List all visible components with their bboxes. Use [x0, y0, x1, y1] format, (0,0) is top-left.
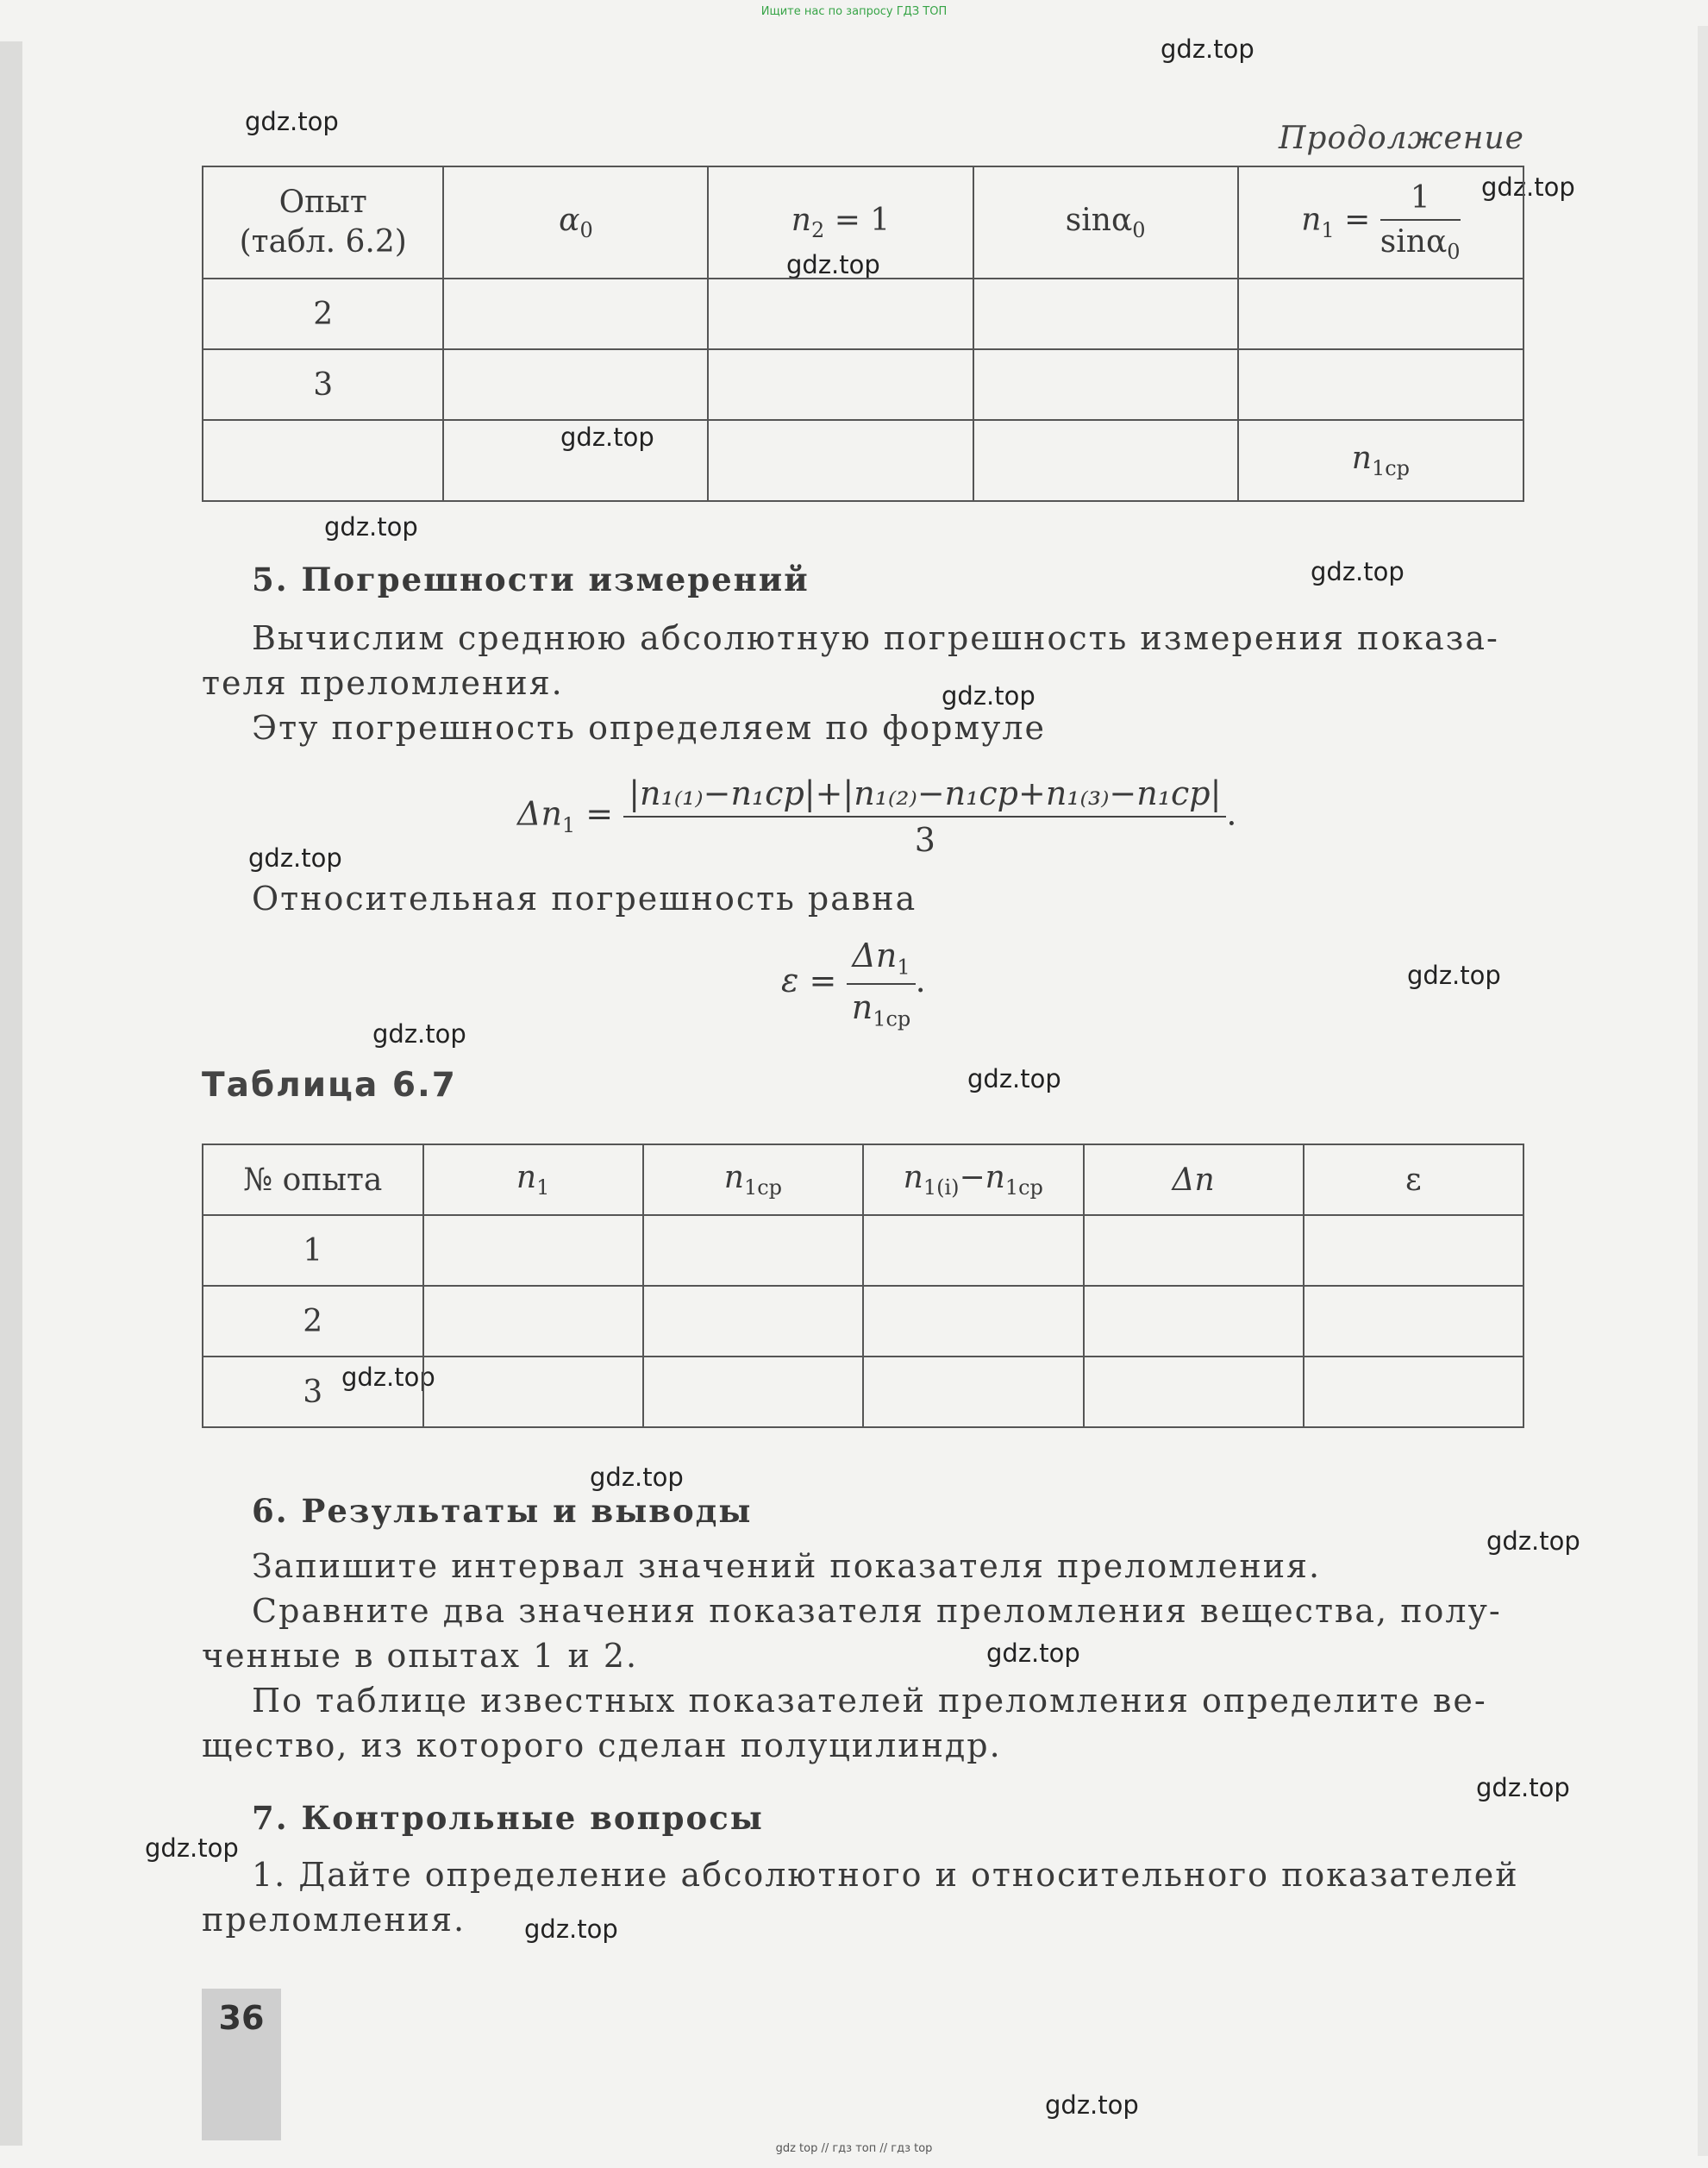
watermark: gdz.top	[1407, 961, 1501, 990]
paragraph: Относительная погрешность равна	[252, 880, 917, 918]
header-n1-formula: $n_1$ = $\frac{1}{\sin\alpha_0}$	[1238, 166, 1523, 279]
paragraph: Вычислим среднюю абсолютную погрешность измерения показа-	[252, 619, 1499, 657]
table-cell	[863, 1286, 1083, 1357]
watermark: gdz.top	[145, 1833, 239, 1863]
watermark: gdz.top	[524, 1914, 618, 1944]
table-cell	[973, 279, 1238, 349]
paragraph-continuation: щество, из которого сделан полуцилиндр.	[202, 1726, 1002, 1764]
question-1: 1. Дайте определение абсолютного и относительного показателей	[252, 1856, 1519, 1894]
table-header-row	[203, 1144, 1523, 1215]
table-cell: 3	[203, 349, 443, 420]
header-delta-n: Δn	[1084, 1144, 1304, 1215]
table-row	[203, 349, 1523, 420]
relative-error-formula: ε = $\frac{\Delta n_1}{n_{1ср}}$ .	[781, 937, 926, 1031]
watermark: gdz.top	[248, 843, 342, 873]
header-n1: $n_1$	[423, 1144, 643, 1215]
question-1-continuation: преломления.	[202, 1901, 466, 1939]
watermark: gdz.top	[942, 681, 1035, 711]
n1-average-cell: $n_{1ср}$	[1238, 420, 1523, 501]
table-cell	[863, 1215, 1083, 1286]
table-header-row	[203, 166, 1523, 279]
table-cell	[443, 279, 708, 349]
error-table	[202, 1144, 1524, 1428]
measurement-table-continued	[202, 166, 1524, 502]
paragraph-continuation: теля преломления.	[202, 664, 564, 702]
paragraph: По таблице известных показателей преломления определите ве-	[252, 1682, 1487, 1720]
watermark: gdz.top	[560, 423, 654, 452]
table-cell	[1084, 1357, 1304, 1427]
watermark: gdz.top	[590, 1463, 684, 1492]
table-cell	[643, 1357, 863, 1427]
table-cell	[708, 420, 973, 501]
watermark: gdz.top	[786, 250, 880, 279]
watermark: gdz.top	[372, 1019, 466, 1049]
watermark: gdz.top	[245, 107, 339, 136]
table-cell: 2	[203, 279, 443, 349]
table-cell	[423, 1357, 643, 1427]
watermark: gdz.top	[1486, 1526, 1580, 1556]
page-number: 36	[218, 1999, 265, 2037]
watermark: gdz.top	[1476, 1773, 1570, 1802]
watermark: gdz.top	[1311, 557, 1405, 586]
table-cell	[1238, 279, 1523, 349]
header-sin-alpha0: sinα$_0$	[973, 166, 1238, 279]
top-note: Ищите нас по запросу ГДЗ ТОП	[760, 5, 948, 18]
table-cell	[1084, 1215, 1304, 1286]
header-alpha0: $\alpha_0$	[443, 166, 708, 279]
table-cell	[443, 349, 708, 420]
table-cell	[643, 1215, 863, 1286]
table-cell	[708, 349, 973, 420]
section-6-heading: 6. Результаты и выводы	[252, 1492, 753, 1530]
table-cell	[1304, 1215, 1523, 1286]
header-n2: $n_2 = 1$	[708, 166, 973, 279]
bottom-note: gdz top // гдз топ // гдз top	[775, 2142, 933, 2155]
watermark: gdz.top	[967, 1064, 1061, 1093]
table-cell: 2	[203, 1286, 423, 1357]
table-cell	[423, 1286, 643, 1357]
table-cell	[443, 420, 708, 501]
table-row	[203, 420, 1523, 501]
watermark: gdz.top	[986, 1639, 1080, 1668]
paragraph-continuation: ченные в опытах 1 и 2.	[202, 1637, 639, 1675]
table-cell	[1238, 349, 1523, 420]
section-7-heading: 7. Контрольные вопросы	[252, 1799, 764, 1837]
watermark: gdz.top	[341, 1363, 435, 1392]
table-row	[203, 1357, 1523, 1427]
table-cell	[973, 420, 1238, 501]
watermark: gdz.top	[1161, 34, 1254, 64]
table-cell: 1	[203, 1215, 423, 1286]
header-n1i-minus-n1avg: $n_{1(i)}-n_{1ср}$	[863, 1144, 1083, 1215]
continuation-label: Продолжение	[1279, 121, 1524, 156]
paragraph: Эту погрешность определяем по формуле	[252, 709, 1046, 747]
table-cell	[203, 420, 443, 501]
header-n1-average: $n_{1ср}$	[643, 1144, 863, 1215]
paragraph: Запишите интервал значений показателя преломления.	[252, 1547, 1322, 1585]
table-cell	[1084, 1286, 1304, 1357]
table-title: Таблица 6.7	[202, 1066, 457, 1105]
table-cell	[973, 349, 1238, 420]
table-cell	[1304, 1286, 1523, 1357]
absolute-error-formula: $\Delta n_1$ = $\frac{\text{|n₁₍₁₎−n₁ср|+|n₁₍₂₎−n₁ср+n₁₍₃₎−n₁ср|}}{3}$ .	[517, 774, 1237, 859]
watermark: gdz.top	[324, 512, 418, 542]
table-cell	[423, 1215, 643, 1286]
header-experiment: Опыт (табл. 6.2)	[203, 166, 443, 279]
watermark: gdz.top	[1045, 2090, 1139, 2120]
paragraph: Сравните два значения показателя преломления вещества, полу-	[252, 1592, 1502, 1630]
table-row	[203, 1286, 1523, 1357]
header-epsilon: ε	[1304, 1144, 1523, 1215]
table-row	[203, 1215, 1523, 1286]
header-experiment-number: № опыта	[203, 1144, 423, 1215]
table-cell	[863, 1357, 1083, 1427]
table-cell	[708, 279, 973, 349]
table-row	[203, 279, 1523, 349]
page-edge-left	[0, 41, 22, 2146]
watermark: gdz.top	[1481, 172, 1575, 202]
table-cell	[643, 1286, 863, 1357]
table-cell	[1304, 1357, 1523, 1427]
table-cell: 3	[203, 1357, 423, 1427]
section-5-heading: 5. Погрешности измерений	[252, 561, 810, 598]
page-edge-right	[1698, 26, 1708, 2156]
